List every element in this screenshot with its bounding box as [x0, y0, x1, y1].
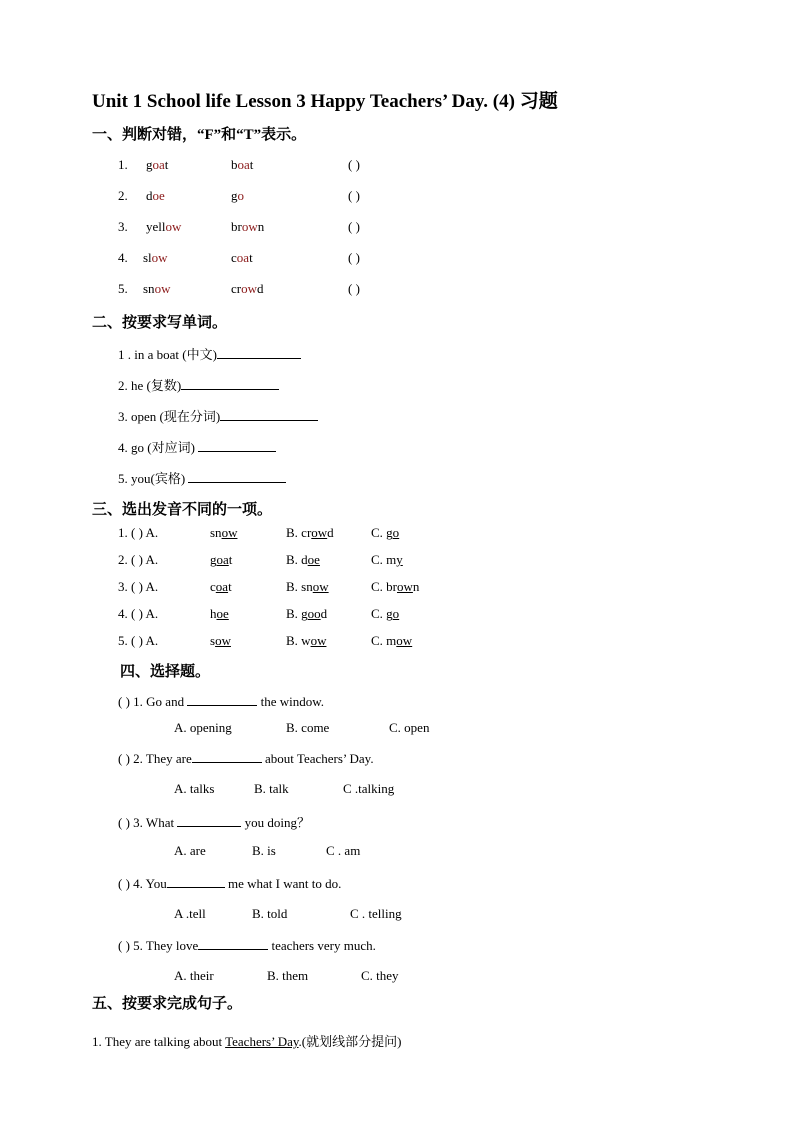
- option-a: A. talks: [174, 781, 215, 796]
- question: ( ) 3. What you doing？: [118, 815, 310, 830]
- table-row: 5. ( ) A. sow B. wow C. mow: [118, 633, 413, 648]
- table-row: 3. ( ) A. coat B. snow C. brown: [118, 579, 420, 594]
- page-title: Unit 1 School life Lesson 3 Happy Teachers’ Day. (4) 习题: [92, 91, 558, 112]
- answer-blank[interactable]: [188, 470, 286, 483]
- option-c: C. they: [361, 968, 399, 983]
- answer-blank[interactable]: [198, 937, 268, 950]
- question: ( ) 2. They are about Teachers’ Day.: [118, 751, 374, 766]
- answer-blank[interactable]: [177, 814, 241, 827]
- list-item: 3. yellow brown ( ): [118, 219, 360, 234]
- option-b: B. snow: [286, 579, 329, 594]
- option-b: B. talk: [254, 781, 289, 796]
- table-row: 4. ( ) A. hoe B. good C. go: [118, 606, 400, 621]
- word-1: snow: [143, 281, 171, 296]
- option-b: B. come: [286, 720, 330, 735]
- question: ( ) 1. Go and the window.: [118, 694, 325, 709]
- option-c: C. go: [371, 525, 400, 540]
- option-a: A .tell: [174, 906, 206, 921]
- sentence-item: 1. They are talking about Teachers’ Day.(就划线部分提问): [92, 1034, 402, 1049]
- section-3-heading: 三、选出发音不同的一项。: [92, 502, 273, 518]
- option-b: B. good: [286, 606, 328, 621]
- answer-paren[interactable]: ( ): [348, 281, 360, 296]
- list-item: 1 . in a boat (中文): [118, 344, 301, 363]
- answer-paren[interactable]: ( ): [348, 188, 360, 203]
- answer-blank[interactable]: [167, 875, 225, 888]
- table-row: 1. ( ) A. snow B. crowd C. go: [118, 525, 400, 540]
- question: ( ) 4. You me what I want to do.: [118, 876, 342, 891]
- option-c: C. brown: [371, 579, 420, 594]
- question: ( ) 5. They love teachers very much.: [118, 938, 376, 953]
- option-a: goat: [210, 552, 233, 567]
- word-1: slow: [143, 250, 168, 265]
- option-c: C . telling: [350, 906, 402, 921]
- answer-blank[interactable]: [187, 693, 257, 706]
- word-1: doe: [146, 188, 165, 203]
- option-a: hoe: [210, 606, 229, 621]
- word-2: go: [231, 188, 244, 203]
- option-c: C. open: [389, 720, 430, 735]
- list-item: 5. you(宾格): [118, 468, 286, 487]
- section-4-heading: 四、选择题。: [120, 664, 211, 680]
- list-item: 3. open (现在分词): [118, 406, 318, 425]
- option-c: C . am: [326, 843, 361, 858]
- answer-blank[interactable]: [181, 377, 279, 390]
- word-1: yellow: [146, 219, 182, 234]
- option-a: coat: [210, 579, 232, 594]
- word-2: crowd: [231, 281, 264, 296]
- list-item: 5. snow crowd ( ): [118, 281, 360, 296]
- option-c: C. my: [371, 552, 403, 567]
- list-item: 4. go (对应词): [118, 437, 276, 456]
- option-a: sow: [210, 633, 231, 648]
- word-1: goat: [146, 157, 169, 172]
- table-row: 2. ( ) A. goat B. doe C. my: [118, 552, 403, 567]
- option-a: A. opening: [174, 720, 232, 735]
- option-a: A. are: [174, 843, 206, 858]
- list-item: 2. he (复数): [118, 375, 279, 394]
- list-item: 2. doe go ( ): [118, 188, 360, 203]
- option-b: B. told: [252, 906, 288, 921]
- list-item: 4. slow coat ( ): [118, 250, 360, 265]
- answer-blank[interactable]: [217, 346, 301, 359]
- option-c: C .talking: [343, 781, 395, 796]
- word-2: boat: [231, 157, 254, 172]
- list-item: 1. goat boat ( ): [118, 157, 360, 172]
- section-2-heading: 二、按要求写单词。: [92, 315, 228, 331]
- answer-blank[interactable]: [198, 439, 276, 452]
- option-a: A. their: [174, 968, 214, 983]
- option-b: B. is: [252, 843, 276, 858]
- answer-paren[interactable]: ( ): [348, 219, 360, 234]
- word-2: brown: [231, 219, 265, 234]
- option-b: B. crowd: [286, 525, 334, 540]
- option-c: C. mow: [371, 633, 413, 648]
- section-5-heading: 五、按要求完成句子。: [92, 996, 243, 1012]
- word-2: coat: [231, 250, 253, 265]
- option-b: B. them: [267, 968, 309, 983]
- option-b: B. doe: [286, 552, 320, 567]
- section-1-heading: 一、判断对错，“F”和“T”表示。: [92, 127, 307, 143]
- option-c: C. go: [371, 606, 400, 621]
- answer-blank[interactable]: [192, 750, 262, 763]
- answer-blank[interactable]: [220, 408, 318, 421]
- option-a: snow: [210, 525, 238, 540]
- answer-paren[interactable]: ( ): [348, 157, 360, 172]
- answer-paren[interactable]: ( ): [348, 250, 360, 265]
- option-b: B. wow: [286, 633, 327, 648]
